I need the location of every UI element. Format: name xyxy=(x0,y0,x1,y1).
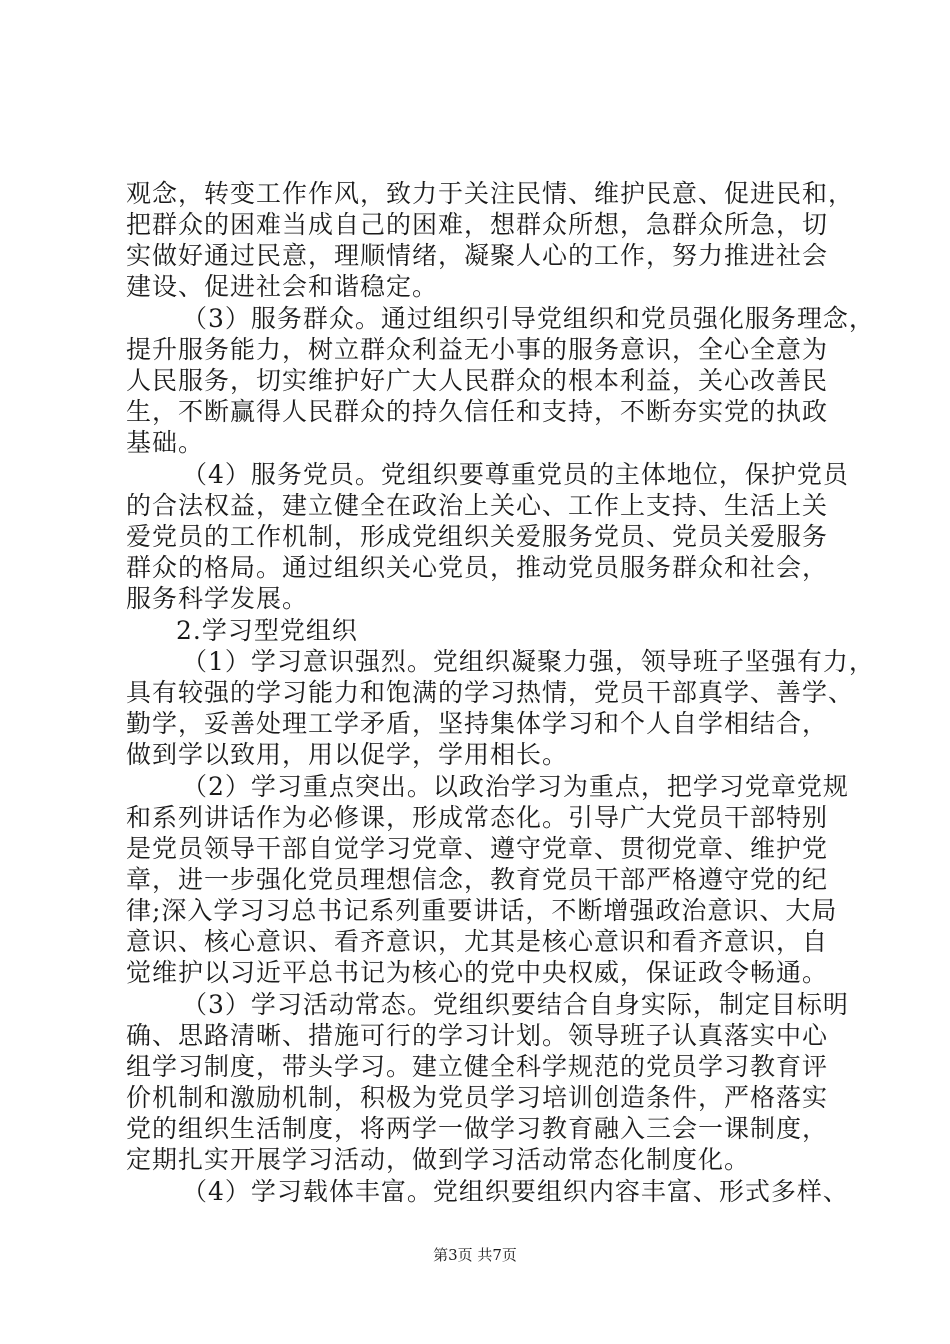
paragraph-start-line: （4）学习载体丰富。党组织要组织内容丰富、形式多样、 xyxy=(182,1177,849,1206)
paragraph-start-line: （3）服务群众。通过组织引导党组织和党员强化服务理念， xyxy=(182,304,875,333)
text-line: 群众的格局。通过组织关心党员，推动党员服务群众和社会， xyxy=(126,553,829,582)
text-line: 提升服务能力，树立群众利益无小事的服务意识，全心全意为 xyxy=(126,335,829,364)
text-line: 观念，转变工作作风，致力于关注民情、维护民意、促进民和， xyxy=(126,179,855,208)
text-line: 章，进一步强化党员理想信念，教育党员干部严格遵守党的纪 xyxy=(126,865,829,894)
text-line: 的合法权益，建立健全在政治上关心、工作上支持、生活上关 xyxy=(126,491,829,520)
page-number: 第3页 共7页 xyxy=(433,1246,517,1264)
text-line: 价机制和激励机制，积极为党员学习培训创造条件，严格落实 xyxy=(126,1083,829,1112)
paragraph-start-line: （2）学习重点突出。以政治学习为重点，把学习党章党规 xyxy=(182,772,849,801)
text-line: 确、思路清晰、措施可行的学习计划。领导班子认真落实中心 xyxy=(126,1021,829,1050)
text-line: 是党员领导干部自觉学习党章、遵守党章、贯彻党章、维护党 xyxy=(126,834,829,863)
text-line: 律;深入学习习总书记系列重要讲话，不断增强政治意识、大局 xyxy=(126,896,838,925)
text-line: 勤学，妥善处理工学矛盾，坚持集体学习和个人自学相结合， xyxy=(126,709,829,738)
text-line: 定期扎实开展学习活动，做到学习活动常态化制度化。 xyxy=(126,1145,751,1174)
text-line: 建设、促进社会和谐稳定。 xyxy=(126,272,439,301)
text-line: 爱党员的工作机制，形成党组织关爱服务党员、党员关爱服务 xyxy=(126,522,829,551)
text-line: 意识、核心意识、看齐意识，尤其是核心意识和看齐意识，自 xyxy=(126,927,829,956)
section-heading: 2.学习型党组织 xyxy=(176,616,358,645)
text-line: 生，不断赢得人民群众的持久信任和支持，不断夯实党的执政 xyxy=(126,397,829,426)
text-line: 实做好通过民意，理顺情绪，凝聚人心的工作，努力推进社会 xyxy=(126,241,829,270)
paragraph-start-line: （3）学习活动常态。党组织要结合自身实际，制定目标明 xyxy=(182,990,849,1019)
text-line: 党的组织生活制度，将两学一做学习教育融入三会一课制度， xyxy=(126,1114,829,1143)
text-line: 和系列讲话作为必修课，形成常态化。引导广大党员干部特别 xyxy=(126,803,829,832)
text-line: 觉维护以习近平总书记为核心的党中央权威，保证政令畅通。 xyxy=(126,958,829,987)
text-line: 服务科学发展。 xyxy=(126,584,309,613)
text-line: 人民服务，切实维护好广大人民群众的根本利益，关心改善民 xyxy=(126,366,829,395)
text-line: 具有较强的学习能力和饱满的学习热情，党员干部真学、善学、 xyxy=(126,678,855,707)
paragraph-start-line: （4）服务党员。党组织要尊重党员的主体地位，保护党员 xyxy=(182,460,849,489)
text-line: 把群众的困难当成自己的困难，想群众所想，急群众所急，切 xyxy=(126,210,829,239)
text-line: 组学习制度，带头学习。建立健全科学规范的党员学习教育评 xyxy=(126,1052,829,1081)
text-line: 基础。 xyxy=(126,428,205,457)
paragraph-start-line: （1）学习意识强烈。党组织凝聚力强，领导班子坚强有力， xyxy=(182,647,875,676)
text-line: 做到学以致用，用以促学，学用相长。 xyxy=(126,740,569,769)
